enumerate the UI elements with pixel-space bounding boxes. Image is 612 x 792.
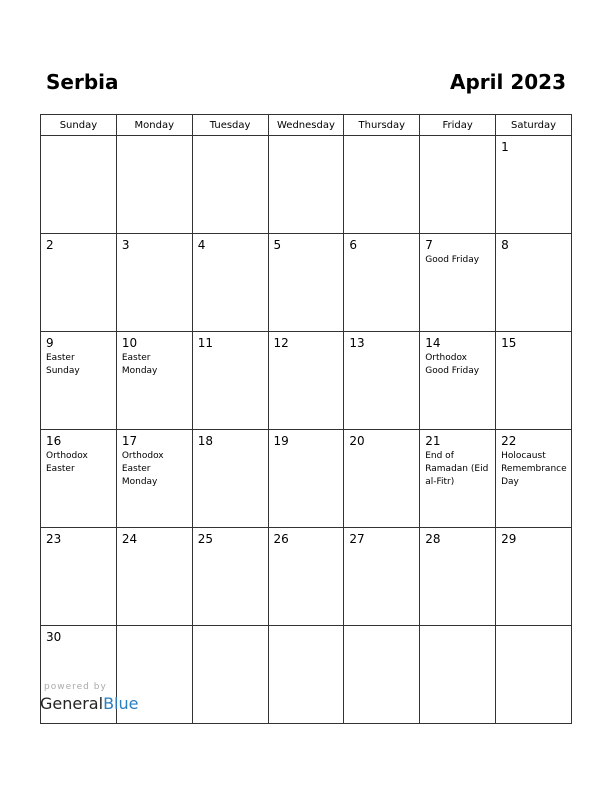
day-cell [116, 430, 192, 528]
day-cell [41, 136, 117, 234]
day-cell [41, 528, 117, 626]
holiday-label: Easter Monday [121, 353, 158, 376]
day-cell [116, 332, 192, 430]
day-number: 20 [349, 434, 365, 448]
day-number: 11 [197, 336, 213, 350]
day-number: 19 [273, 434, 289, 448]
day-cell [420, 626, 496, 724]
holiday-label: End of Ramadan (Eid al-Fitr) [425, 451, 489, 487]
holiday-label: Easter Sunday [46, 353, 80, 376]
weekday-header: Thursday [344, 115, 420, 136]
weekday-header: Tuesday [192, 115, 268, 136]
day-number: 24 [121, 532, 138, 546]
day-cell [344, 528, 420, 626]
day-number: 3 [121, 238, 130, 252]
day-cell [496, 626, 572, 724]
day-cell [41, 234, 117, 332]
day-cell [192, 136, 268, 234]
day-number: 27 [349, 532, 365, 546]
day-cell [192, 332, 268, 430]
day-number: 25 [197, 532, 213, 546]
day-cell [344, 136, 420, 234]
weekday-header: Saturday [496, 115, 572, 136]
day-number: 17 [121, 434, 138, 448]
holiday-label: Orthodox Easter Monday [121, 451, 164, 487]
powered-by-text: powered by [44, 682, 107, 692]
day-cell [192, 626, 268, 724]
holiday-label: Good Friday [425, 255, 480, 265]
day-number: 15 [501, 336, 517, 350]
day-number: 7 [425, 238, 433, 252]
day-cell [420, 332, 496, 430]
weekday-header: Wednesday [268, 115, 344, 136]
day-number: 26 [273, 532, 289, 546]
day-number: 22 [501, 434, 517, 448]
brand-name-general: General [40, 694, 104, 713]
day-cell [268, 430, 344, 528]
day-cell [496, 332, 572, 430]
day-cell [268, 332, 344, 430]
day-number: 12 [273, 336, 289, 350]
day-cell [420, 234, 496, 332]
day-cell [496, 528, 572, 626]
day-number: 30 [46, 630, 62, 644]
calendar-grid [40, 114, 572, 724]
day-cell [496, 136, 572, 234]
day-number: 21 [425, 434, 441, 448]
day-cell [344, 332, 420, 430]
month-year-title: April 2023 [450, 70, 566, 94]
day-number: 8 [501, 238, 509, 252]
week-row [41, 332, 572, 430]
brand-logo[interactable] [40, 694, 138, 713]
day-number: 28 [425, 532, 441, 546]
holiday-label: Holocaust Remembrance Day [501, 451, 567, 487]
day-number: 16 [46, 434, 62, 448]
day-cell [344, 234, 420, 332]
day-number: 6 [349, 238, 358, 252]
day-number: 1 [501, 140, 509, 154]
weekday-header: Sunday [41, 115, 117, 136]
day-cell [116, 234, 192, 332]
day-number: 14 [425, 336, 441, 350]
day-number: 23 [46, 532, 62, 546]
day-cell [116, 136, 192, 234]
day-cell [41, 430, 117, 528]
day-cell [344, 430, 420, 528]
day-cell [192, 430, 268, 528]
weekday-header-row [41, 115, 572, 136]
brand-name-blue: Blue [103, 694, 139, 713]
weekday-header: Monday [116, 115, 192, 136]
day-number: 5 [273, 238, 282, 252]
day-cell [268, 234, 344, 332]
day-cell [192, 528, 268, 626]
day-cell [420, 136, 496, 234]
day-cell [496, 430, 572, 528]
day-number: 4 [197, 238, 206, 252]
day-cell [344, 626, 420, 724]
day-cell [420, 430, 496, 528]
week-row [41, 528, 572, 626]
day-cell [41, 332, 117, 430]
day-cell [268, 136, 344, 234]
day-number: 9 [46, 336, 54, 350]
week-row [41, 136, 572, 234]
day-cell [420, 528, 496, 626]
day-cell [268, 626, 344, 724]
week-row [41, 430, 572, 528]
week-row [41, 234, 572, 332]
day-number: 2 [46, 238, 54, 252]
holiday-label: Orthodox Good Friday [425, 353, 480, 376]
day-cell [116, 528, 192, 626]
day-number: 29 [501, 532, 517, 546]
day-number: 10 [121, 336, 138, 350]
holiday-label: Orthodox Easter [46, 451, 88, 474]
weekday-header: Friday [420, 115, 496, 136]
day-cell [268, 528, 344, 626]
day-cell [192, 234, 268, 332]
day-cell [496, 234, 572, 332]
day-number: 13 [349, 336, 365, 350]
country-title: Serbia [46, 70, 119, 94]
day-number: 18 [197, 434, 213, 448]
